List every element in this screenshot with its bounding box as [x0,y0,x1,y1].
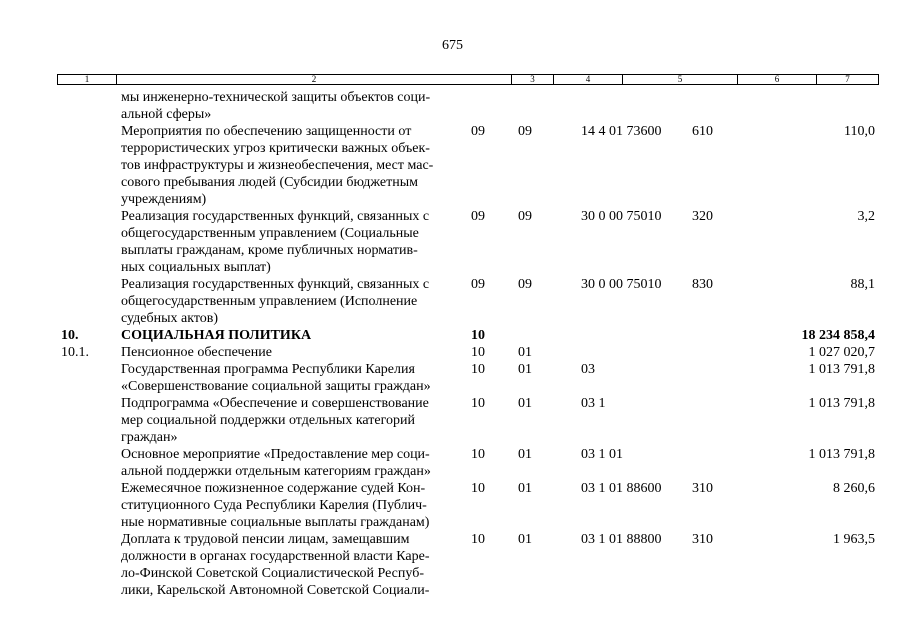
target-article-code: 30 0 00 75010 [581,209,662,224]
item-name-line: граждан» [121,430,178,445]
amount-value: 18 234 858,4 [801,328,875,343]
item-name-line: Реализация государственных функций, связанных с [121,209,430,224]
expense-type-code: 610 [692,124,713,139]
amount-value: 1 013 791,8 [808,447,875,462]
subsection-code: 01 [518,362,532,377]
target-article-code: 03 1 01 88800 [581,532,662,547]
item-name-line: общегосударственным управлением (Социальные [121,226,419,241]
item-name [121,361,461,395]
expense-type-code: 310 [692,481,713,496]
item-name-line: Реализация государственных функций, связанных с [121,277,430,292]
item-name-line: «Совершенствование социальной защиты граждан» [121,379,431,394]
table-row [0,123,905,208]
item-name-line: СОЦИАЛЬНАЯ ПОЛИТИКА [121,328,312,343]
item-name-line: Ежемесячное пожизненное содержание судей Кон- [121,481,426,496]
amount-value: 1 027 020,7 [808,345,875,360]
budget-table-body [0,89,905,599]
item-name [121,344,461,361]
target-article-code: 14 4 01 73600 [581,124,662,139]
header-col-5: 5 [622,75,737,84]
table-row [0,344,905,361]
section-code: 10 [471,328,485,343]
target-article-code: 03 1 01 88600 [581,481,662,496]
section-code: 10 [471,345,485,360]
page-number: 675 [442,38,463,53]
subsection-code: 01 [518,481,532,496]
item-name-line: ституционного Суда Республики Карелия (Публич- [121,498,427,513]
section-code: 10 [471,532,485,547]
table-row [0,89,905,123]
subsection-code: 01 [518,447,532,462]
section-number: 10. [61,328,79,343]
item-name-line: выплаты гражданам, кроме публичных норматив- [121,243,418,258]
item-name [121,208,461,276]
section-code: 10 [471,362,485,377]
item-name [121,480,461,531]
subsection-code: 09 [518,277,532,292]
amount-value: 1 963,5 [833,532,875,547]
item-name [121,123,461,208]
subsection-code: 01 [518,345,532,360]
item-name-line: учреждениям) [121,192,207,207]
table-row [0,361,905,395]
item-name-line: лики, Карельской Автономной Советской Социали- [121,583,430,598]
item-name-line: судебных актов) [121,311,219,326]
item-name-line: мы инженерно-технической защиты объектов соци- [121,90,431,105]
item-name-line: ло-Финской Советской Социалистической Респуб- [121,566,424,581]
item-name-line: Доплата к трудовой пенсии лицам, замещавшим [121,532,410,547]
item-name-line: террористических угроз критически важных объек- [121,141,430,156]
item-name-line: альной сферы» [121,107,212,122]
header-col-2: 2 [116,75,511,84]
item-name-line: Подпрограмма «Обеспечение и совершенствование [121,396,429,411]
item-name [121,395,461,446]
expense-type-code: 320 [692,209,713,224]
header-col-7: 7 [816,75,878,84]
section-number: 10.1. [61,345,89,360]
item-name-line: Пенсионное обеспечение [121,345,272,360]
item-name-line: должности в органах государственной власти Каре- [121,549,430,564]
subsection-code: 09 [518,124,532,139]
subsection-code: 01 [518,532,532,547]
item-name-line: Государственная программа Республики Карелия [121,362,415,377]
amount-value: 3,2 [857,209,875,224]
amount-value: 1 013 791,8 [808,362,875,377]
item-name-line: тов инфраструктуры и жизнеобеспечения, мест мас- [121,158,434,173]
amount-value: 1 013 791,8 [808,396,875,411]
section-code: 10 [471,481,485,496]
item-name-line: общегосударственным управлением (Исполнение [121,294,418,309]
table-row [0,276,905,327]
target-article-code: 03 1 [581,396,606,411]
amount-value: 110,0 [844,124,875,139]
item-name-line: Основное мероприятие «Предоставление мер соци- [121,447,430,462]
section-code: 10 [471,447,485,462]
item-name-line: альной поддержки отдельным категориям граждан» [121,464,431,479]
item-name [121,531,461,599]
table-row [0,208,905,276]
subsection-code: 01 [518,396,532,411]
expense-type-code: 310 [692,532,713,547]
item-name-line: мер социальной поддержки отдельных категорий [121,413,415,428]
amount-value: 8 260,6 [833,481,875,496]
table-row [0,327,905,344]
header-col-1: 1 [84,74,90,84]
section-code: 09 [471,209,485,224]
table-row [0,446,905,480]
header-col-6: 6 [737,75,816,84]
table-row [0,531,905,599]
expense-type-code: 830 [692,277,713,292]
amount-value: 88,1 [850,277,875,292]
section-code: 10 [471,396,485,411]
item-name-line: ных социальных выплат) [121,260,271,275]
section-code: 09 [471,124,485,139]
table-row [0,395,905,446]
item-name [121,446,461,480]
header-col-4: 4 [553,75,622,84]
item-name [121,327,461,344]
item-name-line: сового пребывания людей (Субсидии бюджетным [121,175,418,190]
subsection-code: 09 [518,209,532,224]
section-code: 09 [471,277,485,292]
target-article-code: 30 0 00 75010 [581,277,662,292]
target-article-code: 03 [581,362,595,377]
target-article-code: 03 1 01 [581,447,623,462]
table-row [0,480,905,531]
item-name-line: ные нормативные социальные выплаты гражданам) [121,515,430,530]
item-name-line: Мероприятия по обеспечению защищенности от [121,124,412,139]
header-col-3: 3 [511,75,553,84]
table-header [57,74,879,85]
item-name [121,276,461,327]
item-name [121,89,461,123]
